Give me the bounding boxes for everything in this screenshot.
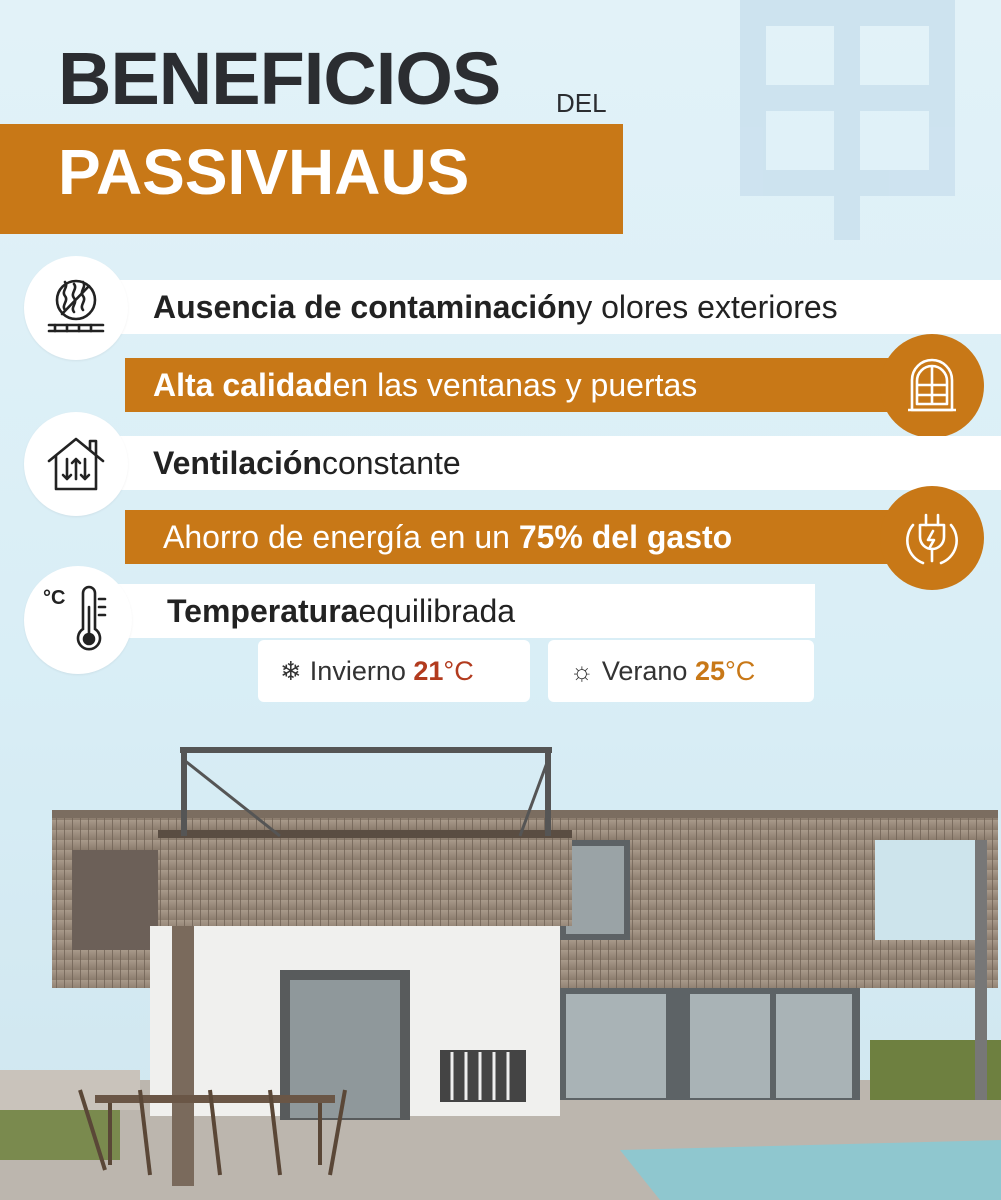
energy-plug-icon	[880, 486, 984, 590]
summer-value: 25	[694, 655, 725, 686]
passivhaus-house-photo	[0, 710, 1001, 1200]
window-icon	[880, 334, 984, 438]
thermometer-icon	[24, 566, 132, 674]
title-brand: PASSIVHAUS	[58, 136, 470, 208]
summer-label: Verano	[601, 655, 688, 686]
benefit-text: en las ventanas y puertas	[332, 366, 698, 403]
benefit-text: Ahorro de energía en un	[163, 518, 519, 555]
ventilation-house-icon	[24, 412, 128, 516]
winter-temperature-chip	[258, 640, 530, 702]
benefit-text: constante	[321, 444, 461, 481]
benefit-text: equilibrada	[358, 592, 516, 629]
thermometer-unit: °C	[43, 587, 66, 609]
benefit-bold: 75% del gasto	[518, 518, 733, 555]
benefit-row-energy	[125, 510, 925, 564]
background-building-graphic	[740, 0, 955, 240]
benefit-text: y olores exteriores	[576, 288, 838, 325]
summer-unit: °C	[724, 655, 756, 686]
benefit-bold: Ausencia de contaminación	[153, 288, 577, 325]
benefit-row-temperature	[75, 584, 815, 638]
benefit-row-ventilation	[75, 436, 1001, 490]
no-pollution-icon	[24, 256, 128, 360]
winter-value: 21	[413, 655, 444, 686]
benefit-bold: Alta calidad	[153, 366, 333, 403]
title-connector: DEL	[556, 88, 607, 118]
snowflake-icon: ❄	[280, 655, 302, 686]
winter-label: Invierno	[309, 655, 406, 686]
benefit-bold: Temperatura	[167, 592, 359, 629]
benefit-row-pollution	[75, 280, 1001, 334]
benefit-bold: Ventilación	[153, 444, 322, 481]
summer-temperature-chip	[548, 640, 814, 702]
benefit-row-windows	[125, 358, 925, 412]
page-title: BENEFICIOS	[58, 37, 501, 120]
winter-unit: °C	[443, 655, 474, 686]
sun-icon: ☼	[570, 655, 594, 686]
